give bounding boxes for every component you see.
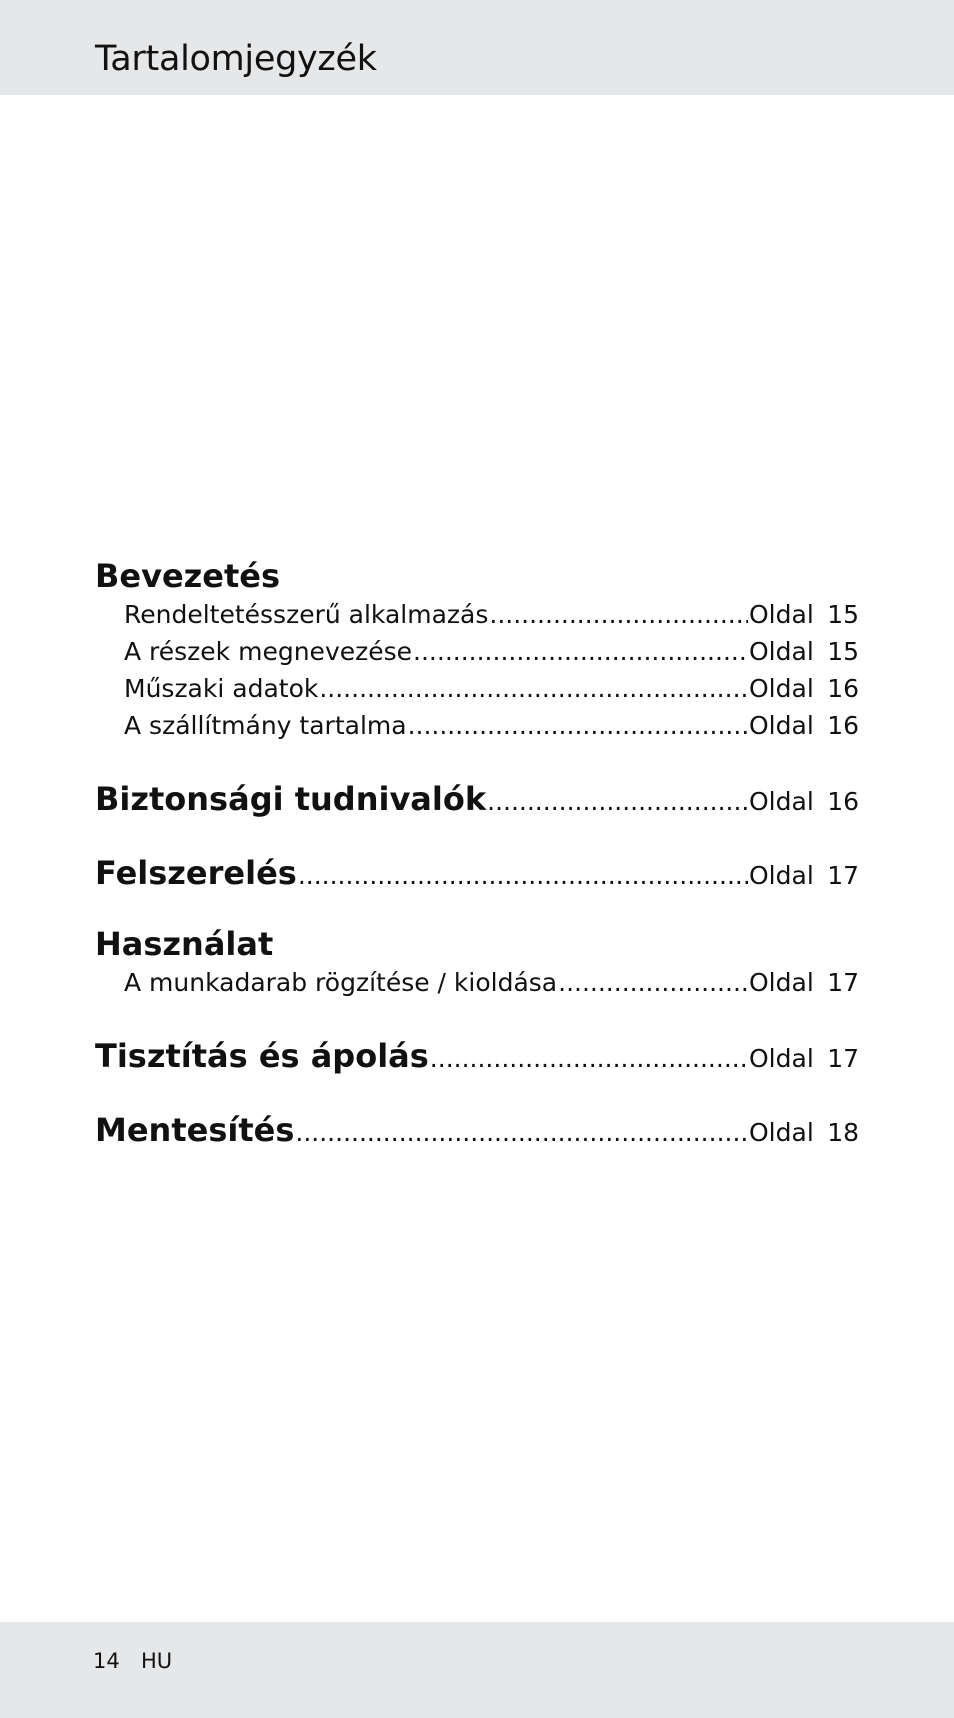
spacer [95, 748, 859, 780]
toc-entry-label: A szállítmány tartalma [124, 711, 407, 740]
toc-entry-assembly[interactable] [95, 854, 859, 928]
toc-entry-page-word: Oldal [749, 787, 814, 816]
toc-entry-page-word: Oldal [749, 637, 814, 666]
toc-entry-page-number: 16 [827, 711, 859, 740]
toc-entry-disposal[interactable] [95, 1111, 859, 1185]
toc-section-heading-usage[interactable]: Használat [95, 925, 274, 963]
toc-entry-page-word: Oldal [749, 674, 814, 703]
toc-entry-page-number: 17 [827, 1044, 859, 1073]
toc-entry-page-word: Oldal [749, 1044, 814, 1073]
dot-leader [408, 711, 748, 740]
toc-entry-label: Rendeltetésszerű alkalmazás [124, 600, 489, 629]
dot-leader [298, 861, 748, 890]
dot-leader [413, 637, 748, 666]
toc-entry[interactable] [95, 674, 859, 711]
table-of-contents [95, 557, 859, 1185]
toc-entry-page-number: 17 [827, 861, 859, 890]
toc-section-heading-intro[interactable]: Bevezetés [95, 557, 281, 595]
dot-leader [487, 787, 748, 816]
footer-page-number: 14 [93, 1649, 120, 1673]
toc-entry-label: A munkadarab rögzítése / kioldása [124, 968, 558, 997]
toc-entry-page-number: 16 [827, 674, 859, 703]
toc-entry-label: A részek megnevezése [124, 637, 413, 666]
toc-entry-page-number: 15 [827, 637, 859, 666]
toc-entry[interactable] [95, 968, 859, 1005]
spacer [95, 1005, 859, 1037]
toc-entry-label: Felszerelés [95, 854, 297, 892]
toc-entry-page-word: Oldal [749, 600, 814, 629]
toc-entry-page-word: Oldal [749, 1118, 814, 1147]
dot-leader [295, 1118, 748, 1147]
toc-entry-label: Mentesítés [95, 1111, 295, 1149]
footer-language-code: HU [141, 1649, 173, 1673]
toc-entry[interactable] [95, 600, 859, 637]
toc-entry-page-number: 17 [827, 968, 859, 997]
toc-entry-page-number: 15 [827, 600, 859, 629]
toc-entry-cleaning[interactable] [95, 1037, 859, 1111]
toc-entry-page-number: 18 [827, 1118, 859, 1147]
page-title: Tartalomjegyzék [95, 39, 377, 79]
toc-entry[interactable] [95, 711, 859, 748]
toc-entry-safety[interactable] [95, 780, 859, 854]
toc-entry-label: Tisztítás és ápolás [95, 1037, 429, 1075]
dot-leader [430, 1044, 748, 1073]
toc-entry-page-word: Oldal [749, 711, 814, 740]
toc-entry-page-word: Oldal [749, 861, 814, 890]
toc-entry-label: Műszaki adatok [124, 674, 319, 703]
dot-leader [319, 674, 748, 703]
toc-entry-page-word: Oldal [749, 968, 814, 997]
toc-entry[interactable] [95, 637, 859, 674]
dot-leader [489, 600, 748, 629]
toc-entry-label: Biztonsági tudnivalók [95, 780, 487, 818]
dot-leader [558, 968, 748, 997]
toc-entry-page-number: 16 [827, 787, 859, 816]
